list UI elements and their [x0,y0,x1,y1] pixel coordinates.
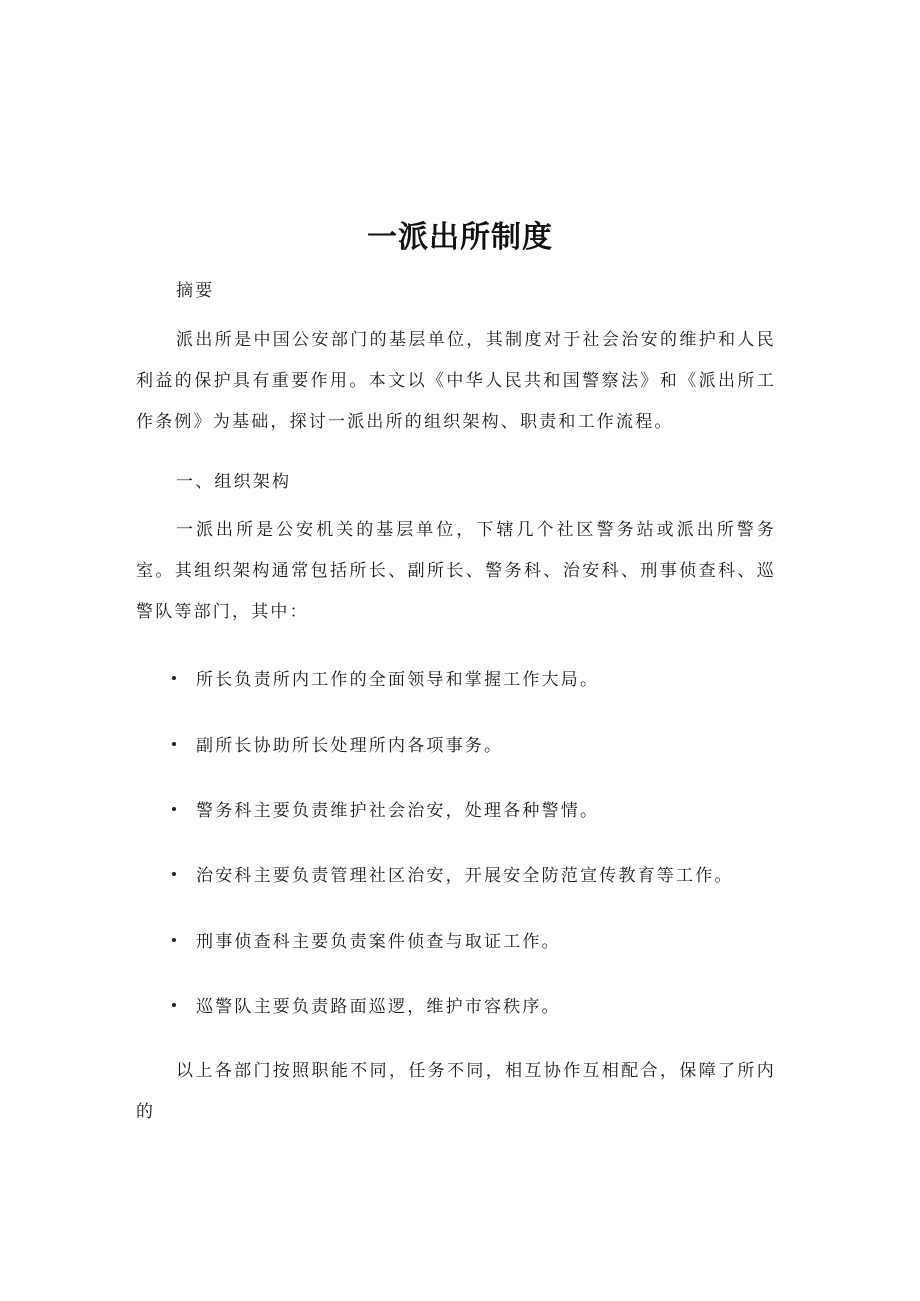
list-item-text: 所长负责所内工作的全面领导和掌握工作大局。 [196,670,600,690]
list-item [172,992,561,1017]
closing-paragraph: 以上各部门按照职能不同，任务不同，相互协作互相配合，保障了所内的 [136,1061,776,1122]
list-item [172,665,599,690]
list-item-text: 刑事侦查科主要负责案件侦查与取证工作。 [196,932,561,952]
organization-intro-paragraph: 一派出所是公安机关的基层单位，下辖几个社区警务站或派出所警务室。其组织架构通常包括所长、副所长、警务科、治安科、刑事侦查科、巡警队等部门，其中： [136,520,776,622]
bullet-icon [172,938,176,942]
document-title: 一派出所制度 [367,220,553,255]
list-item [172,796,599,821]
bullet-icon [172,807,176,811]
abstract-paragraph: 派出所是中国公安部门的基层单位，其制度对于社会治安的维护和人民利益的保护具有重要作用。本文以《中华人民共和国警察法》和《派出所工作条例》为基础，探讨一派出所的组织架构、职责和工作流程。 [136,330,776,432]
list-item-text: 巡警队主要负责路面巡逻，维护市容秩序。 [196,997,561,1017]
bullet-icon [172,676,176,680]
list-item-text: 治安科主要负责管理社区治安，开展安全防范宣传教育等工作。 [196,866,734,886]
list-item [172,927,561,952]
bullet-icon [172,1003,176,1007]
abstract-heading: 摘要 [176,281,215,301]
list-item [172,861,734,886]
section-heading-organization: 一、组织架构 [176,472,292,492]
bullet-icon [172,872,176,876]
bullet-icon [172,742,176,746]
list-item [172,731,503,756]
list-item-text: 副所长协助所长处理所内各项事务。 [196,736,504,756]
list-item-text: 警务科主要负责维护社会治安，处理各种警情。 [196,801,600,821]
